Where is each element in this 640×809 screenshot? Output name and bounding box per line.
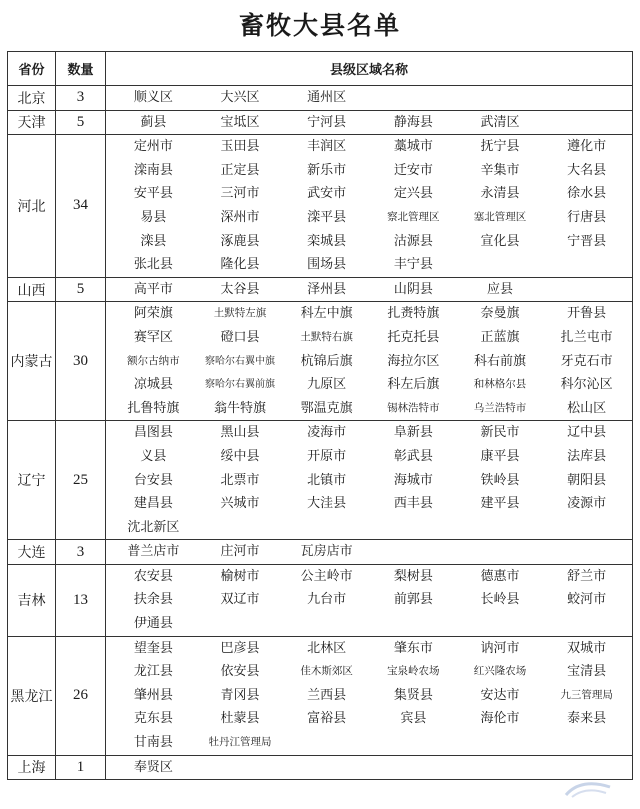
county-item: 托克托县 <box>387 329 440 345</box>
county-item: 扎赉特旗 <box>387 306 440 322</box>
county-item: 克东县 <box>133 711 173 727</box>
county-item: 北票市 <box>220 472 260 488</box>
county-item: 甘南县 <box>133 735 173 751</box>
page-title: 畜牧大县名单 <box>238 11 401 40</box>
county-item: 沽源县 <box>393 233 433 249</box>
watermark-logo <box>558 777 618 801</box>
table-row <box>8 636 633 755</box>
county-list <box>106 86 632 110</box>
county-item: 榆树市 <box>220 568 260 584</box>
county-item: 遵化市 <box>567 139 607 155</box>
county-item: 巴彦县 <box>220 640 260 656</box>
counties-cell <box>106 564 633 636</box>
county-item: 山阴县 <box>393 281 433 297</box>
county-item: 宝泉岭农场 <box>387 665 440 678</box>
county-item: 和林格尔县 <box>473 378 527 391</box>
county-item: 北镇市 <box>307 472 347 488</box>
province-cell: 吉林 <box>8 564 56 636</box>
county-item: 新乐市 <box>307 162 347 178</box>
county-item: 北林区 <box>307 640 347 656</box>
county-item: 集贤县 <box>393 687 433 703</box>
county-item: 三河市 <box>220 186 260 202</box>
county-item: 普兰店市 <box>127 544 180 560</box>
county-item: 武安市 <box>307 186 347 202</box>
county-item: 定兴县 <box>393 186 433 202</box>
count-cell: 25 <box>56 421 106 540</box>
county-item: 法库县 <box>567 448 607 464</box>
county-item: 肇东市 <box>393 640 433 656</box>
county-item: 海拉尔区 <box>387 353 440 369</box>
county-item: 扶余县 <box>133 592 173 608</box>
province-cell: 北京 <box>8 86 56 111</box>
county-item: 土默特左旗 <box>213 307 267 320</box>
county-item: 绥中县 <box>220 448 260 464</box>
county-item: 松山区 <box>567 400 607 416</box>
county-item: 宣化县 <box>480 233 520 249</box>
county-item: 九三管理局 <box>560 688 613 701</box>
county-item: 磴口县 <box>220 329 260 345</box>
county-item: 徐水县 <box>567 186 607 202</box>
county-item: 乌兰浩特市 <box>473 401 527 414</box>
table-row <box>8 302 633 421</box>
county-item: 察北管理区 <box>387 210 440 223</box>
province-cell: 山西 <box>8 277 56 302</box>
count-cell: 34 <box>56 135 106 278</box>
county-item: 应县 <box>486 281 513 297</box>
county-item: 围场县 <box>307 257 347 273</box>
county-item: 正定县 <box>220 162 260 178</box>
county-item: 高平市 <box>133 281 173 297</box>
counties-cell <box>106 755 633 780</box>
county-item: 大名县 <box>567 162 607 178</box>
county-item: 海城市 <box>393 472 433 488</box>
county-item: 张北县 <box>133 257 173 273</box>
county-list <box>106 302 632 420</box>
county-item: 望奎县 <box>133 640 173 656</box>
county-item: 台安县 <box>133 472 173 488</box>
table-row <box>8 755 633 780</box>
county-item: 九原区 <box>307 377 347 393</box>
county-item: 锡林浩特市 <box>387 401 440 414</box>
county-item: 宝坻区 <box>220 114 260 130</box>
county-item: 建平县 <box>480 496 520 512</box>
county-item: 牡丹江管理局 <box>208 736 272 749</box>
count-cell: 3 <box>56 86 106 111</box>
header-count: 数量 <box>56 52 106 86</box>
county-item: 依安县 <box>220 664 260 680</box>
county-item: 公主岭市 <box>300 568 353 584</box>
province-cell: 黑龙江 <box>8 636 56 755</box>
county-item: 迁安市 <box>393 162 433 178</box>
counties-cell <box>106 540 633 565</box>
county-item: 前郭县 <box>393 592 433 608</box>
county-item: 兰西县 <box>307 687 347 703</box>
county-item: 开鲁县 <box>567 306 607 322</box>
county-item: 讷河市 <box>480 640 520 656</box>
table-row <box>8 421 633 540</box>
county-item: 新民市 <box>480 425 520 441</box>
county-item: 杭锦后旗 <box>300 353 353 369</box>
county-item: 开原市 <box>307 448 347 464</box>
county-item: 深州市 <box>220 209 260 225</box>
county-item: 农安县 <box>133 568 173 584</box>
counties-cell <box>106 110 633 135</box>
county-item: 铁岭县 <box>480 472 520 488</box>
county-item: 滦县 <box>140 233 167 249</box>
table-row <box>8 110 633 135</box>
county-item: 滦平县 <box>307 209 347 225</box>
county-item: 大洼县 <box>307 496 347 512</box>
county-item: 蓟县 <box>140 114 167 130</box>
table-body <box>8 86 633 780</box>
county-item: 宾县 <box>400 711 427 727</box>
county-item: 科左后旗 <box>387 377 440 393</box>
county-item: 凌源市 <box>567 496 607 512</box>
county-item: 扎鲁特旗 <box>127 400 180 416</box>
county-item: 九台市 <box>307 592 347 608</box>
county-item: 土默特右旗 <box>300 330 353 343</box>
county-item: 辛集市 <box>480 162 520 178</box>
county-item: 宁晋县 <box>567 233 607 249</box>
count-cell: 26 <box>56 636 106 755</box>
count-cell: 5 <box>56 110 106 135</box>
count-cell: 5 <box>56 277 106 302</box>
county-item: 玉田县 <box>220 139 260 155</box>
table-header-row <box>8 52 633 86</box>
province-cell: 内蒙古 <box>8 302 56 421</box>
table-row <box>8 540 633 565</box>
county-item: 杜蒙县 <box>220 711 260 727</box>
county-item: 通州区 <box>307 90 347 105</box>
county-item: 奉贤区 <box>133 759 173 775</box>
county-item: 梨树县 <box>393 568 433 584</box>
county-item: 扎兰屯市 <box>560 329 613 345</box>
county-item: 沈北新区 <box>127 519 180 535</box>
county-item: 察哈尔右翼中旗 <box>204 355 275 367</box>
county-item: 龙江县 <box>133 664 173 680</box>
county-item: 太谷县 <box>220 281 260 297</box>
county-item: 海伦市 <box>480 711 520 727</box>
county-item: 泰来县 <box>567 711 607 727</box>
county-item: 朝阳县 <box>567 472 607 488</box>
county-item: 涿鹿县 <box>220 233 260 249</box>
province-cell: 天津 <box>8 110 56 135</box>
county-item: 瓦房店市 <box>300 544 353 560</box>
county-item: 富裕县 <box>307 711 347 727</box>
count-cell: 30 <box>56 302 106 421</box>
county-item: 双辽市 <box>220 592 260 608</box>
county-item: 红兴隆农场 <box>473 665 527 678</box>
county-list <box>106 565 632 636</box>
county-item: 牙克石市 <box>560 353 613 369</box>
county-item: 赛罕区 <box>133 329 173 345</box>
county-item: 彰武县 <box>393 448 433 464</box>
county-item: 滦南县 <box>133 162 173 178</box>
county-item: 定州市 <box>133 139 173 155</box>
county-item: 蛟河市 <box>567 592 607 608</box>
county-item: 阿荣旗 <box>133 306 173 322</box>
county-item: 永清县 <box>480 186 520 202</box>
county-item: 德惠市 <box>480 568 520 584</box>
province-cell: 大连 <box>8 540 56 565</box>
county-list <box>106 637 632 755</box>
county-item: 双城市 <box>567 640 607 656</box>
county-item: 康平县 <box>480 448 520 464</box>
county-item: 庄河市 <box>220 544 260 560</box>
county-item: 义县 <box>140 448 167 464</box>
province-cell: 河北 <box>8 135 56 278</box>
county-item: 西丰县 <box>393 496 433 512</box>
county-item: 隆化县 <box>220 257 260 273</box>
county-item: 正蓝旗 <box>480 329 520 345</box>
counties-cell <box>106 302 633 421</box>
county-item: 奈曼旗 <box>480 306 520 322</box>
county-list <box>106 278 632 302</box>
county-item: 科右前旗 <box>473 353 526 369</box>
county-item: 阜新县 <box>393 425 433 441</box>
count-cell: 13 <box>56 564 106 636</box>
county-item: 佳木斯郊区 <box>300 665 353 678</box>
count-cell: 3 <box>56 540 106 565</box>
county-item: 昌图县 <box>133 425 173 441</box>
county-item: 丰润区 <box>307 139 347 155</box>
county-item: 丰宁县 <box>393 257 433 273</box>
county-item: 宝清县 <box>567 664 607 680</box>
county-list <box>106 135 632 277</box>
county-item: 藁城市 <box>393 139 433 155</box>
table-row <box>8 564 633 636</box>
county-item: 抚宁县 <box>480 139 520 155</box>
counties-cell <box>106 421 633 540</box>
county-item: 安平县 <box>133 186 173 202</box>
province-cell: 上海 <box>8 755 56 780</box>
header-counties: 县级区域名称 <box>106 52 633 86</box>
counties-cell <box>106 135 633 278</box>
county-item: 易县 <box>140 209 167 225</box>
county-list <box>106 756 632 780</box>
county-item: 凉城县 <box>133 377 173 393</box>
county-item: 伊通县 <box>133 616 173 632</box>
county-table <box>7 51 633 780</box>
county-item: 舒兰市 <box>567 568 607 584</box>
county-item: 静海县 <box>393 114 433 130</box>
counties-cell <box>106 277 633 302</box>
county-item: 肇州县 <box>133 687 173 703</box>
province-cell: 辽宁 <box>8 421 56 540</box>
county-item: 塞北管理区 <box>473 210 527 223</box>
table-row <box>8 277 633 302</box>
header-province: 省份 <box>8 52 56 86</box>
county-item: 栾城县 <box>307 233 347 249</box>
county-item: 建昌县 <box>133 496 173 512</box>
table-row <box>8 86 633 111</box>
county-item: 顺义区 <box>133 90 173 105</box>
county-item: 大兴区 <box>220 90 260 105</box>
county-item: 行唐县 <box>567 209 607 225</box>
counties-cell <box>106 86 633 111</box>
county-item: 科左中旗 <box>300 306 353 322</box>
county-item: 宁河县 <box>307 114 347 130</box>
county-item: 长岭县 <box>480 592 520 608</box>
county-item: 黑山县 <box>220 425 260 441</box>
county-item: 翁牛特旗 <box>213 400 266 416</box>
county-list <box>106 540 632 564</box>
county-item: 凌海市 <box>307 425 347 441</box>
county-item: 察哈尔右翼前旗 <box>204 379 275 391</box>
county-item: 科尔沁区 <box>560 377 613 393</box>
county-item: 兴城市 <box>220 496 260 512</box>
counties-cell <box>106 636 633 755</box>
county-item: 额尔古纳市 <box>127 354 180 367</box>
county-item: 泽州县 <box>307 281 347 297</box>
count-cell: 1 <box>56 755 106 780</box>
county-item: 鄂温克旗 <box>300 400 353 416</box>
county-item: 青冈县 <box>220 687 260 703</box>
county-item: 辽中县 <box>567 425 607 441</box>
table-row <box>8 135 633 278</box>
county-item: 武清区 <box>480 114 520 130</box>
county-item: 安达市 <box>480 687 520 703</box>
county-list <box>106 111 632 135</box>
county-list <box>106 421 632 539</box>
